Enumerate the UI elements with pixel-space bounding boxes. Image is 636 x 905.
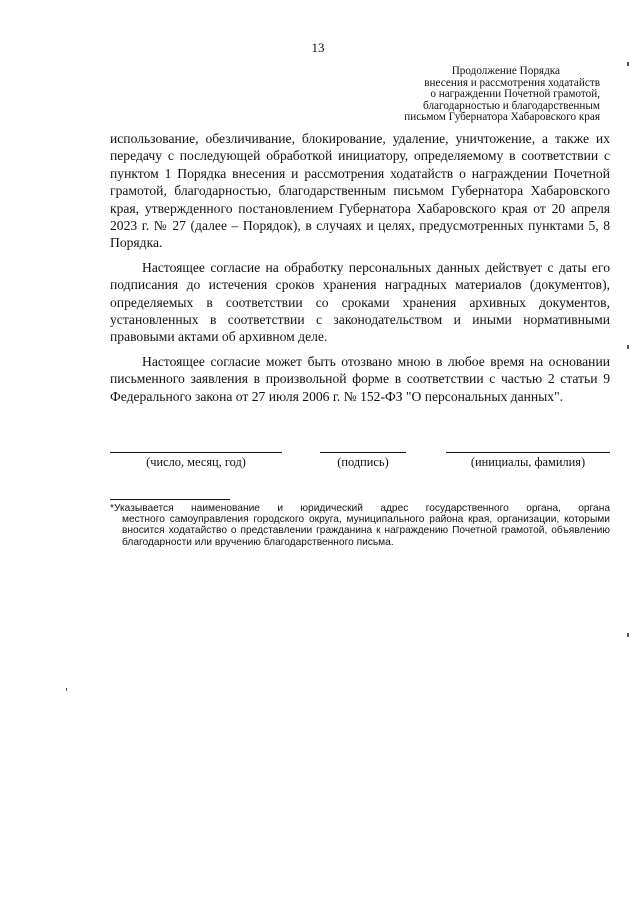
signature-name-line [446,452,610,453]
scan-edge-mark [627,62,629,66]
scan-edge-mark [627,633,629,637]
scan-edge-mark [627,345,629,349]
continuation-header-line: благодарностью и благодарственным [423,99,600,112]
signature-caption: (подпись) [337,455,389,469]
signature-name-caption: (инициалы, фамилия) [470,455,586,469]
paragraph-validity-period: Настоящее согласие на обработку персональных данных действует с даты его подписания до истечения сроков хранения наградных материалов (документов), определяемых в соответствии со сроками хранения архивных документов, установленных в соответствии с законодательством и иными нормативными правовыми актами об архивном деле. [110,259,610,345]
paragraph-revocation: Настоящее согласие может быть отозвано мною в любое время на основании письменного заявления в произвольной форме в соответствии с частью 2 статьи 9 Федерального закона от 27 июля 2006 г. № 152-ФЗ "О персональных данных". [110,353,610,404]
continuation-header [300,66,600,124]
continuation-header-line: о награждении Почетной грамотой, [430,88,600,100]
signature-date-field [110,452,282,470]
page-number: 13 [311,40,325,55]
continuation-header-line: Продолжение Порядка [451,65,560,77]
footnote-first-line: *Указывается наименование и юридический адрес государственного органа, органа [110,503,610,514]
continuation-header-line: внесения и рассмотрения ходатайств [424,76,600,89]
footnote-divider [110,499,230,500]
footnote-continuation: местного самоуправления городского округа, муниципального района края, организации, которыми вносится ходатайство о представлении гражданина к награждению Почетной грамотой, объявлению благодарности или вручению благодарственного письма. [122,514,610,548]
body-text [110,130,610,405]
scan-edge-mark [66,688,67,691]
signature-name-field [446,452,610,470]
footnote [110,503,610,548]
paragraph-processing-consent: использование, обезличивание, блокирование, удаление, уничтожение, а также их передачу с последующей обработкой инициатору, определяемому в соответствии с пунктом 1 Порядка внесения и рассмотрения ходатайств о награждении Почетной грамотой, благодарностью, благодарственным письмом Губернатора Хабаровского края, утвержденного постановлением Губернатора Хабаровского края от 20 апреля 2023 г. № 27 (далее – Порядок), в случаях и целях, предусмотренных пунктами 5, 8 Порядка. [110,131,610,251]
signature-field [320,452,406,470]
signature-line [320,452,406,453]
signature-date-caption: (число, месяц, год) [146,455,246,469]
signature-date-line [110,452,282,453]
continuation-header-line: письмом Губернатора Хабаровского края [404,111,600,123]
